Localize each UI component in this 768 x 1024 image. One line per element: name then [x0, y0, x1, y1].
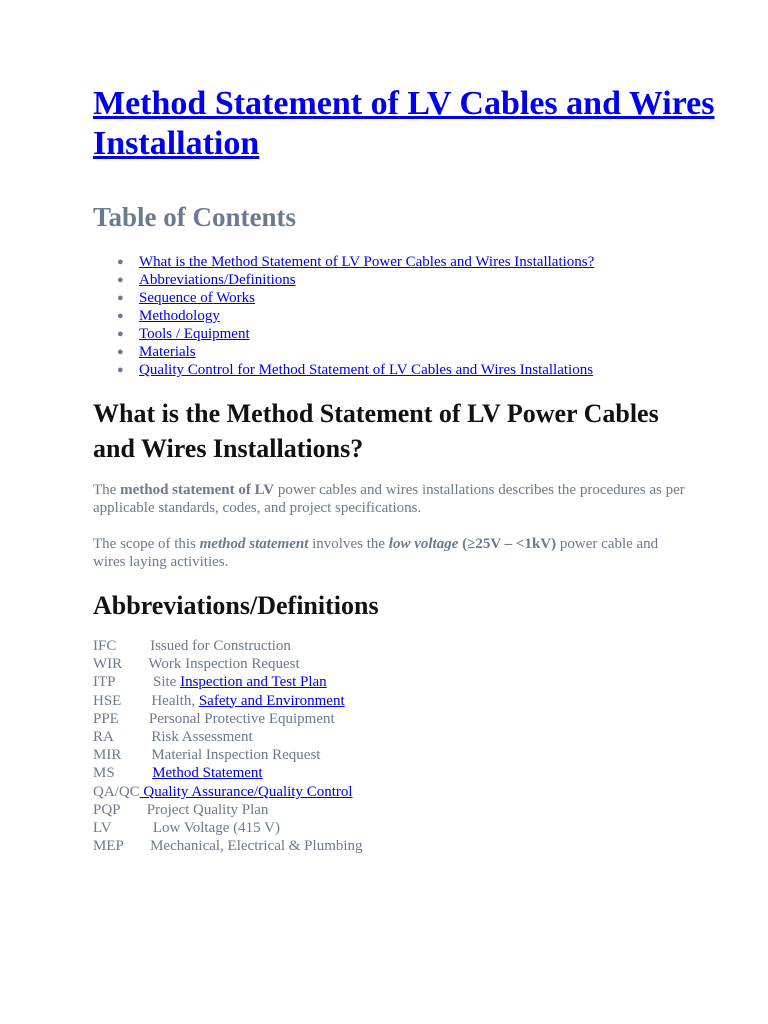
toc-item — [93, 325, 594, 343]
bullet-icon: ● — [117, 292, 124, 304]
abbreviation-text: Health, — [151, 692, 199, 709]
abbreviation-pad — [114, 728, 152, 746]
abbreviation-key: PPE — [93, 710, 119, 727]
abbreviation-key: ITP — [93, 674, 116, 691]
toc-link[interactable]: Materials — [139, 344, 196, 360]
abbreviation-key: IFC — [93, 638, 117, 654]
abbreviation-text: Risk Assessment — [151, 729, 253, 746]
abbreviation-key: MS — [93, 765, 115, 782]
intro-prefix: The — [93, 482, 121, 498]
abbreviation-key: LV — [93, 820, 112, 837]
scope-voltage-range: (≥25V – <1kV) — [462, 536, 557, 552]
abbreviation-pad — [121, 692, 151, 710]
abbreviation-pad — [121, 746, 151, 764]
toc-item — [93, 271, 594, 289]
toc-link[interactable]: Abbreviations/Definitions — [139, 272, 296, 288]
toc-item — [93, 253, 594, 271]
intro-bold: method statement of LV — [120, 482, 275, 498]
abbreviation-link[interactable]: Inspection and Test Plan — [180, 674, 327, 691]
abbreviation-text: Issued for Construction — [150, 638, 291, 654]
abbreviations-list — [93, 637, 363, 855]
abbreviation-row — [93, 728, 363, 746]
abbreviation-text: Site — [153, 674, 181, 691]
abbreviation-pad — [112, 819, 153, 837]
scope-prefix: The scope of this — [93, 536, 200, 552]
abbreviation-row — [93, 710, 363, 728]
abbreviation-key: MIR — [93, 747, 122, 764]
toc-link[interactable]: Methodology — [139, 308, 220, 324]
abbreviation-row — [93, 637, 363, 655]
abbreviation-pad — [115, 764, 153, 782]
section-heading-what-is: What is the Method Statement of LV Power Cables and Wires Installations? — [93, 399, 659, 463]
scope-paragraph — [93, 535, 693, 571]
abbreviation-pad — [116, 673, 154, 691]
bullet-icon: ● — [117, 364, 124, 376]
scope-low-voltage: low voltage — [388, 536, 459, 552]
toc-heading: Table of Contents — [93, 202, 297, 232]
abbreviation-row — [93, 673, 363, 691]
toc-link[interactable]: What is the Method Statement of LV Power Cables and Wires Installations? — [139, 254, 595, 270]
abbreviation-link[interactable]: Safety and Environment — [198, 692, 345, 709]
bullet-icon: ● — [117, 274, 124, 286]
abbreviation-text: Personal Protective Equipment — [148, 710, 335, 727]
toc-link[interactable]: Tools / Equipment — [139, 326, 250, 342]
abbreviation-pad — [121, 801, 147, 819]
abbreviation-text: Work Inspection Request — [148, 656, 300, 673]
bullet-icon: ● — [117, 256, 124, 268]
scope-suffix: power cable and wires laying activities. — [93, 536, 659, 570]
abbreviation-row — [93, 783, 363, 801]
toc-link[interactable]: Sequence of Works — [139, 290, 255, 306]
abbreviation-key: QA/QC — [93, 783, 140, 800]
intro-paragraph — [93, 481, 693, 517]
abbreviation-key: PQP — [93, 801, 121, 818]
abbreviation-text: Mechanical, Electrical & Plumbing — [150, 838, 363, 855]
abbreviation-link[interactable]: Quality Assurance/Quality Control — [139, 783, 353, 800]
abbreviation-key: HSE — [93, 692, 122, 709]
abbreviation-key: MEP — [93, 838, 124, 855]
abbreviation-text: Project Quality Plan — [146, 801, 269, 818]
toc-item — [93, 343, 594, 361]
toc-item — [93, 361, 594, 379]
toc-item — [93, 289, 594, 307]
abbreviation-row — [93, 655, 363, 673]
bullet-icon: ● — [117, 328, 124, 340]
toc-item — [93, 307, 594, 325]
abbreviation-key: RA — [93, 729, 114, 746]
abbreviation-text: Low Voltage (415 V) — [152, 820, 280, 837]
abbreviation-pad — [119, 710, 149, 728]
abbreviation-row — [93, 837, 363, 855]
document-title-link[interactable]: Method Statement of LV Cables and Wires Installation — [93, 85, 715, 162]
toc-list — [93, 253, 594, 379]
toc-link[interactable]: Quality Control for Method Statement of LV Cables and Wires Installations — [139, 362, 594, 378]
bullet-icon: ● — [117, 346, 124, 358]
abbreviation-row — [93, 692, 363, 710]
abbreviation-pad — [122, 655, 148, 673]
section-heading-abbreviations: Abbreviations/Definitions — [93, 591, 379, 620]
bullet-icon: ● — [117, 310, 124, 322]
scope-method-statement: method statement — [199, 536, 309, 552]
abbreviation-pad — [124, 837, 150, 855]
abbreviation-row — [93, 801, 363, 819]
document-page — [93, 84, 733, 855]
abbreviation-row — [93, 819, 363, 837]
scope-mid: involves the — [308, 536, 389, 552]
intro-suffix: power cables and wires installations describes the procedures as per applicable standards, codes, and project specifications. — [93, 482, 685, 516]
abbreviation-text: Material Inspection Request — [151, 747, 321, 764]
document-title[interactable] — [93, 84, 733, 164]
abbreviation-row — [93, 746, 363, 764]
abbreviation-pad — [116, 637, 150, 655]
abbreviation-link[interactable]: Method Statement — [152, 765, 263, 782]
abbreviation-key: WIR — [93, 656, 123, 673]
abbreviation-row — [93, 764, 363, 782]
